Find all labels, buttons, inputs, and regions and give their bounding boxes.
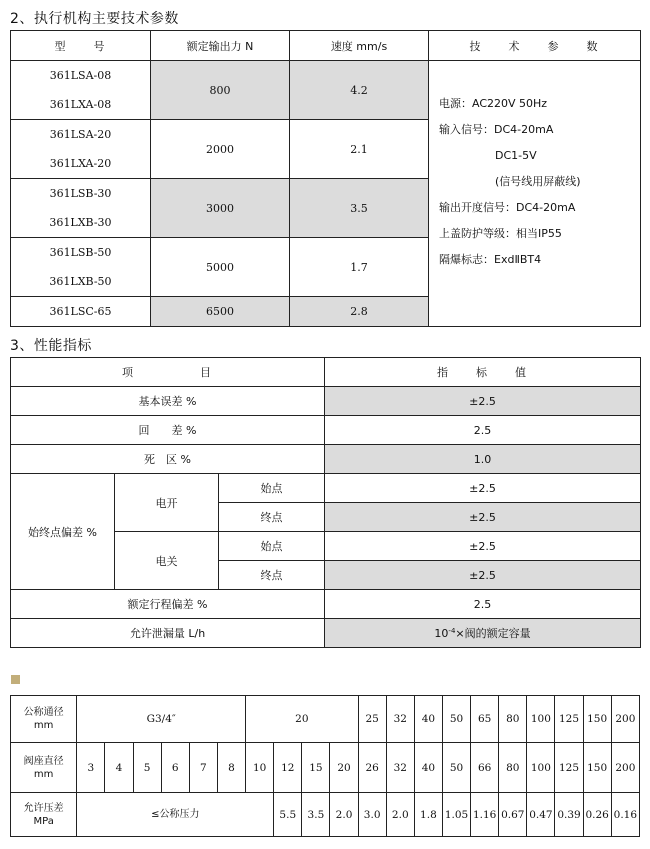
nominal-value: G3/4″ bbox=[77, 696, 246, 743]
seat-value: 200 bbox=[611, 743, 639, 793]
endpoint-end: 终点 bbox=[219, 561, 325, 590]
basic-error-value: ±2.5 bbox=[325, 387, 641, 416]
force-value: 2000 bbox=[151, 120, 290, 179]
pressure-value: 0.26 bbox=[583, 793, 611, 837]
seat-value: 50 bbox=[442, 743, 470, 793]
seat-value: 12 bbox=[274, 743, 302, 793]
seat-value: 66 bbox=[471, 743, 499, 793]
endpoint-close: 电关 bbox=[115, 532, 219, 590]
endpoint-value: ±2.5 bbox=[325, 474, 641, 503]
hysteresis-value: 2.5 bbox=[325, 416, 641, 445]
force-value: 3000 bbox=[151, 179, 290, 238]
seat-diameter-label: 阀座直径 mm bbox=[11, 743, 77, 793]
table-row bbox=[11, 387, 641, 416]
pressure-value: 1.05 bbox=[442, 793, 470, 837]
model-name: 361LSC-65 bbox=[11, 297, 151, 327]
pressure-value: ≤公称压力 bbox=[77, 793, 274, 837]
hysteresis-label: 回 差 % bbox=[11, 416, 325, 445]
leakage-label: 允许泄漏量 L/h bbox=[11, 619, 325, 648]
header-tech: 技 术 参 数 bbox=[429, 31, 641, 61]
speed-value: 2.8 bbox=[290, 297, 429, 327]
seat-value: 26 bbox=[358, 743, 386, 793]
endpoint-open: 电开 bbox=[115, 474, 219, 532]
pressure-value: 2.0 bbox=[386, 793, 414, 837]
seat-diameter-row bbox=[11, 743, 640, 793]
seat-value: 32 bbox=[386, 743, 414, 793]
pressure-value: 3.0 bbox=[358, 793, 386, 837]
valve-size-table bbox=[10, 695, 640, 837]
nominal-value: 20 bbox=[246, 696, 359, 743]
seat-value: 80 bbox=[499, 743, 527, 793]
speed-value: 1.7 bbox=[290, 238, 429, 297]
nominal-value: 150 bbox=[583, 696, 611, 743]
pressure-value: 1.16 bbox=[471, 793, 499, 837]
nominal-value: 50 bbox=[442, 696, 470, 743]
seat-value: 3 bbox=[77, 743, 105, 793]
table-row bbox=[11, 416, 641, 445]
spec-input-note: (信号线用屏蔽线) bbox=[495, 175, 581, 188]
section-marker bbox=[11, 675, 20, 684]
speed-value: 4.2 bbox=[290, 61, 429, 120]
seat-value: 100 bbox=[527, 743, 555, 793]
model-name: 361LXB-50 bbox=[49, 275, 112, 288]
stroke-error-label: 额定行程偏差 % bbox=[11, 590, 325, 619]
endpoint-start: 始点 bbox=[219, 474, 325, 503]
model-name: 361LSA-08 bbox=[49, 69, 112, 82]
tech-specs bbox=[429, 61, 641, 327]
table-row bbox=[11, 445, 641, 474]
seat-value: 5 bbox=[133, 743, 161, 793]
model-name: 361LXA-20 bbox=[49, 157, 112, 170]
seat-value: 125 bbox=[555, 743, 583, 793]
model-name: 361LSB-50 bbox=[49, 246, 112, 259]
actuator-params-table bbox=[10, 30, 641, 327]
spec-power: 电源：AC220V 50Hz bbox=[439, 97, 548, 110]
seat-value: 4 bbox=[105, 743, 133, 793]
spec-input: 输入信号：DC4-20mA bbox=[439, 123, 554, 136]
spec-explosion: 隔爆标志：ExdⅡBT4 bbox=[439, 253, 542, 266]
force-value: 800 bbox=[151, 61, 290, 120]
section2-title: 2、执行机构主要技术参数 bbox=[10, 11, 179, 27]
table-row bbox=[11, 474, 641, 503]
seat-value: 8 bbox=[217, 743, 245, 793]
pressure-value: 0.67 bbox=[499, 793, 527, 837]
leakage-value: $10^{-4}\times$阀的额定容量 bbox=[325, 619, 641, 648]
model-name: 361LSA-20 bbox=[49, 128, 112, 141]
pressure-value: 0.39 bbox=[555, 793, 583, 837]
spec-output: 输出开度信号：DC4-20mA bbox=[439, 201, 576, 214]
stroke-error-value: 2.5 bbox=[325, 590, 641, 619]
seat-value: 20 bbox=[330, 743, 358, 793]
header-item: 项 目 bbox=[11, 358, 325, 387]
speed-value: 3.5 bbox=[290, 179, 429, 238]
endpoint-end: 终点 bbox=[219, 503, 325, 532]
pressure-label: 允许压差 MPa bbox=[11, 793, 77, 837]
model-name: 361LXA-08 bbox=[49, 98, 112, 111]
force-value: 5000 bbox=[151, 238, 290, 297]
endpoint-value: ±2.5 bbox=[325, 503, 641, 532]
endpoint-value: ±2.5 bbox=[325, 561, 641, 590]
performance-table bbox=[10, 357, 641, 648]
seat-value: 7 bbox=[189, 743, 217, 793]
seat-value: 10 bbox=[246, 743, 274, 793]
model-name: 361LXB-30 bbox=[49, 216, 112, 229]
dead-zone-value: 1.0 bbox=[325, 445, 641, 474]
seat-value: 40 bbox=[414, 743, 442, 793]
table-row bbox=[11, 590, 641, 619]
pressure-row bbox=[11, 793, 640, 837]
nominal-value: 200 bbox=[611, 696, 639, 743]
nominal-diameter-row bbox=[11, 696, 640, 743]
dead-zone-label: 死 区 % bbox=[11, 445, 325, 474]
nominal-value: 65 bbox=[471, 696, 499, 743]
nominal-value: 25 bbox=[358, 696, 386, 743]
pressure-value: 0.47 bbox=[527, 793, 555, 837]
pressure-value: 5.5 bbox=[274, 793, 302, 837]
spec-input-alt: DC1-5V bbox=[495, 149, 537, 162]
seat-value: 150 bbox=[583, 743, 611, 793]
table-row bbox=[11, 619, 641, 648]
table-row bbox=[11, 61, 641, 120]
seat-value: 6 bbox=[161, 743, 189, 793]
endpoint-label: 始终点偏差 % bbox=[11, 474, 115, 590]
nominal-value: 40 bbox=[414, 696, 442, 743]
pressure-value: 2.0 bbox=[330, 793, 358, 837]
spec-protection: 上盖防护等级：相当IP55 bbox=[439, 227, 562, 240]
endpoint-start: 始点 bbox=[219, 532, 325, 561]
nominal-value: 100 bbox=[527, 696, 555, 743]
force-value: 6500 bbox=[151, 297, 290, 327]
endpoint-value: ±2.5 bbox=[325, 532, 641, 561]
nominal-value: 32 bbox=[386, 696, 414, 743]
model-name: 361LSB-30 bbox=[49, 187, 112, 200]
pressure-value: 0.16 bbox=[611, 793, 639, 837]
header-speed: 速度 mm/s bbox=[290, 31, 429, 61]
header-force: 额定输出力 N bbox=[151, 31, 290, 61]
header-model: 型 号 bbox=[11, 31, 151, 61]
pressure-value: 3.5 bbox=[302, 793, 330, 837]
pressure-value: 1.8 bbox=[414, 793, 442, 837]
header-value: 指 标 值 bbox=[325, 358, 641, 387]
section3-title: 3、性能指标 bbox=[10, 338, 92, 354]
basic-error-label: 基本误差 % bbox=[11, 387, 325, 416]
speed-value: 2.1 bbox=[290, 120, 429, 179]
nominal-value: 80 bbox=[499, 696, 527, 743]
nominal-value: 125 bbox=[555, 696, 583, 743]
seat-value: 15 bbox=[302, 743, 330, 793]
nominal-diameter-label: 公称通径 mm bbox=[11, 696, 77, 743]
